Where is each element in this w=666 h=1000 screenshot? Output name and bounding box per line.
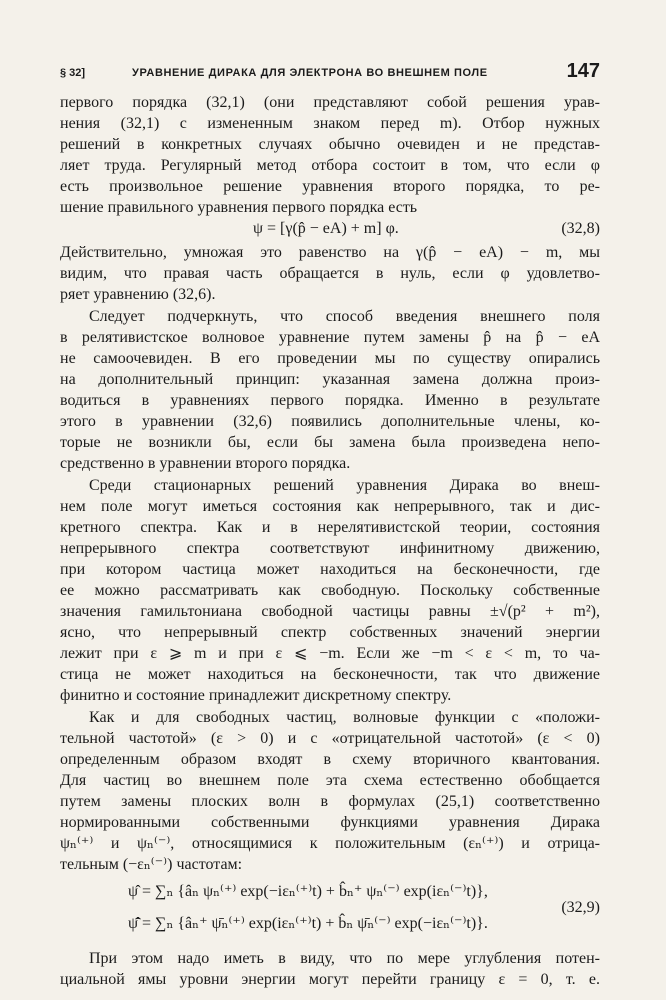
text-line: ясно, что непрерывный спектр собственных значений энергии bbox=[60, 624, 600, 641]
text-line: путем замены плоских волн в формулах (25,1) соответственно bbox=[60, 793, 600, 810]
text-line: водиться в уравнениях первого порядка. Именно в результате bbox=[60, 392, 600, 409]
text-line: средственно в уравнении второго порядка. bbox=[60, 455, 351, 472]
section-marker: § 32] bbox=[60, 67, 86, 79]
text-line: финитно и состояние принадлежит дискретному спектру. bbox=[60, 687, 452, 704]
text-line: решений в конкретных случаях обычно очевиден и не представ- bbox=[60, 136, 600, 153]
running-header bbox=[60, 60, 600, 84]
text-line: ψₙ⁽⁺⁾ и ψₙ⁽⁻⁾, относящимися к положительным (εₙ⁽⁺⁾) и отрица- bbox=[60, 835, 600, 852]
text-line: ее можно рассматривать как свободную. Поскольку собственные bbox=[60, 582, 600, 599]
text-line: шение правильного уравнения первого порядка есть bbox=[60, 199, 418, 216]
text-line: первого порядка (32,1) (они представляют собой решения урав- bbox=[60, 94, 600, 111]
equation-number: (32,9) bbox=[561, 899, 600, 916]
text-line: При этом надо иметь в виду, что по мере углубления потен- bbox=[89, 950, 600, 967]
text-line: непрерывного спектра соответствуют инфинитному движению, bbox=[60, 540, 600, 557]
equation-number: (32,8) bbox=[561, 220, 600, 237]
text-line: в релятивистское волновое уравнение путем замены p̂ на p̂ − eA bbox=[60, 329, 600, 346]
running-title: УРАВНЕНИЕ ДИРАКА ДЛЯ ЭЛЕКТРОНА ВО ВНЕШНЕМ ПОЛЕ bbox=[132, 67, 488, 79]
text-line: нем поле могут иметься состояния как непрерывного, так и дис- bbox=[60, 498, 600, 515]
text-line: есть произвольное решение уравнения второго порядка, то ре- bbox=[60, 178, 600, 195]
equation-32-9-line-2: ψ̄̂ = ∑ₙ {âₙ⁺ ψ̄ₙ⁽⁺⁾ exp(iεₙ⁽⁺⁾t) + b̂ₙ ψ̄ₙ⁽⁻⁾ exp(−iεₙ⁽⁻⁾t)}. bbox=[128, 915, 488, 932]
text-line: видим, что правая часть обращается в нуль, если φ удовлетво- bbox=[60, 265, 600, 282]
text-line: циальной ямы уровни энергии могут перейти границу ε = 0, т. е. bbox=[60, 971, 600, 988]
text-line: на дополнительный принцип: указанная замена должна произ- bbox=[60, 371, 600, 388]
text-line: кретного спектра. Как и в нерелятивистской теории, состояния bbox=[60, 519, 600, 536]
text-line: тельным (−εₙ⁽⁻⁾) частотам: bbox=[60, 856, 243, 873]
text-line: торые не возникли бы, если бы замена была произведена непо- bbox=[60, 434, 600, 451]
text-line: нормированными собственными функциями уравнения Дирака bbox=[60, 814, 600, 831]
text-line: Как и для свободных частиц, волновые функции с «положи- bbox=[89, 709, 600, 726]
text-line: ряет уравнению (32,6). bbox=[60, 286, 216, 303]
page-number: 147 bbox=[566, 60, 600, 82]
text-line: нения (32,1) с измененным знаком перед m). Отбор нужных bbox=[60, 115, 600, 132]
text-line: при котором частица может находиться на бесконечности, где bbox=[60, 561, 600, 578]
text-line: Следует подчеркнуть, что способ введения внешнего поля bbox=[89, 308, 600, 325]
text-line: Среди стационарных решений уравнения Дирака во внеш- bbox=[89, 477, 600, 494]
text-line: ляет труда. Регулярный метод отбора состоит в том, что если φ bbox=[60, 157, 600, 174]
equation-32-9-line-1: ψ̂ = ∑ₙ {âₙ ψₙ⁽⁺⁾ exp(−iεₙ⁽⁺⁾t) + b̂ₙ⁺ ψₙ⁽⁻⁾ exp(iεₙ⁽⁻⁾t)}, bbox=[128, 883, 488, 900]
text-line: лежит при ε ⩾ m и при ε ⩽ −m. Если же −m < ε < m, то ча- bbox=[60, 645, 600, 662]
text-line: не самоочевиден. В его проведении мы по существу опирались bbox=[60, 350, 600, 367]
text-line: Действительно, умножая это равенство на γ(p̂ − eA) − m, мы bbox=[60, 244, 600, 261]
text-line: тельной частотой» (ε > 0) и с «отрицательной частотой» (ε < 0) bbox=[60, 730, 600, 747]
text-line: Для частиц во внешнем поле эта схема естественно обобщается bbox=[60, 772, 600, 789]
text-line: этого в уравнении (32,6) появились дополнительные члены, ко- bbox=[60, 413, 600, 430]
equation-32-8: ψ = [γ(p̂ − eA) + m] φ. bbox=[253, 220, 399, 237]
text-line: стица не может находиться на бесконечности, так что движение bbox=[60, 666, 600, 683]
text-line: значения гамильтониана свободной частицы равны ±√(p² + m²), bbox=[60, 603, 600, 620]
text-line: определенным образом входят в схему вторичного квантования. bbox=[60, 751, 600, 768]
